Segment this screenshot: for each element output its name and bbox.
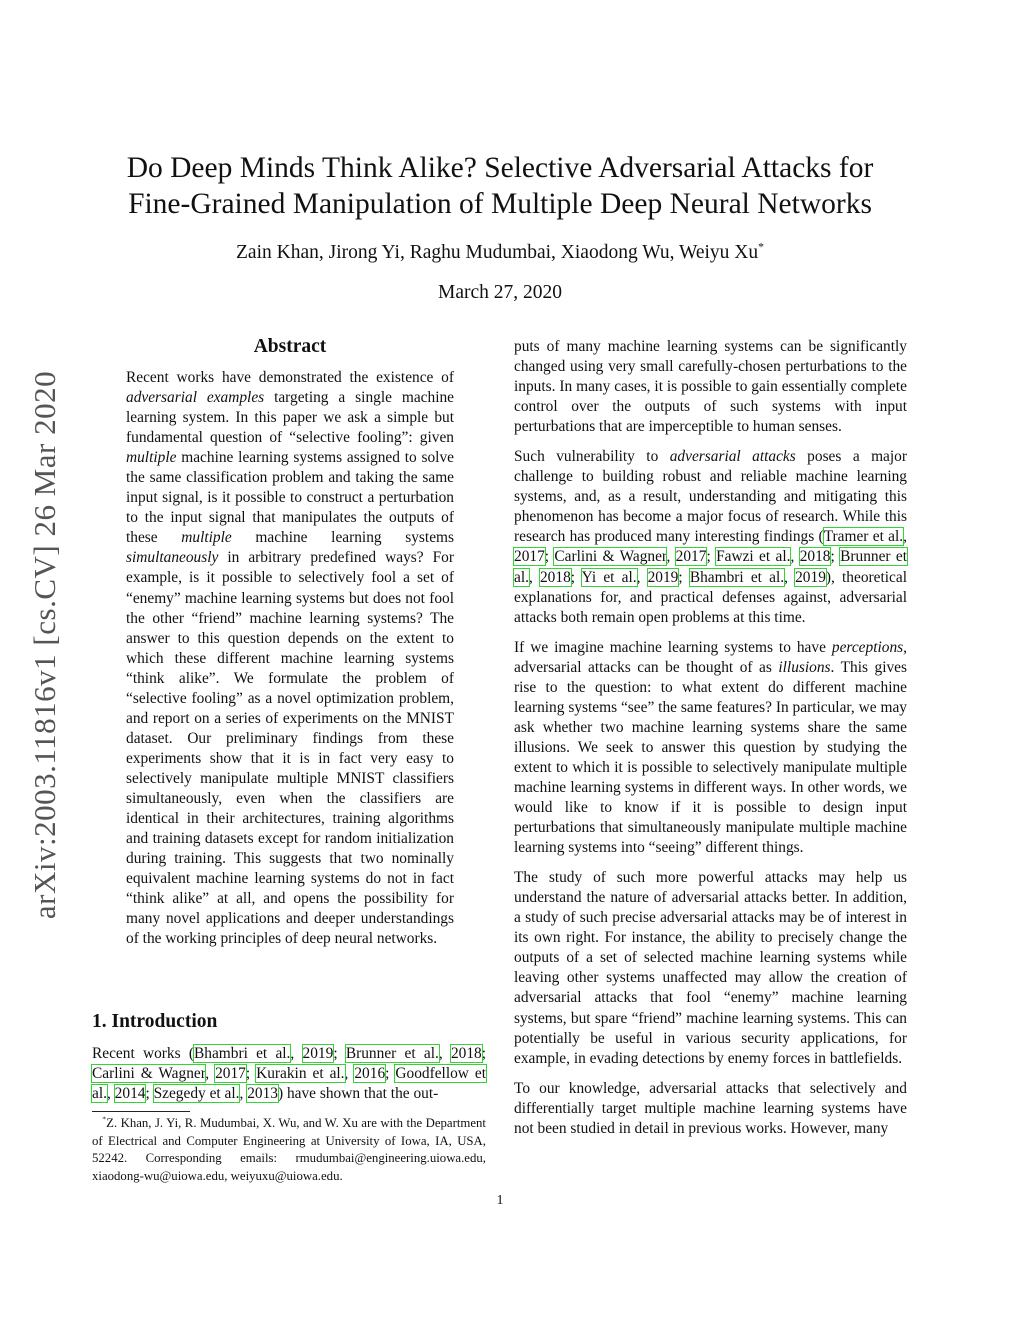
citation-link[interactable]: 2017 xyxy=(675,548,707,566)
arxiv-stamp xyxy=(20,350,70,940)
citation-link[interactable]: 2019 xyxy=(647,568,679,586)
citation-link[interactable]: Kurakin et al. xyxy=(256,1065,345,1083)
body-paragraph: To our knowledge, adversarial attacks that selectively and differentially target multiple machine learning systems have not been studied in detail in previous works. However, many xyxy=(514,1079,907,1137)
intro-paragraph: Recent works (Bhambri et al., 2019; Brunner et al., 2018; Carlini & Wagner, 2017; Kurakin et al., 2016; Goodfellow et al., 2014; Szegedy et al., 2013) have shown that the out- xyxy=(92,1045,487,1103)
body-paragraph: The study of such more powerful attacks may help us understand the nature of adversarial attacks better. In addition, a study of such precise adversarial attacks may be of interest in its own right. For instance, the ability to precisely change the outputs of a set of selected machine learning systems while leaving other systems unaffected may allow the creation of adversarial attacks that fool “enemy” machine learning systems, but spare “friend” machine learning systems. This can potentially be useful in various security applications, for example, in evading detections by enemy forces in battlefields. xyxy=(514,869,907,1067)
citation-link[interactable]: Bhambri et al. xyxy=(193,1045,291,1062)
abstract-text: Recent works have demonstrated the existence of adversarial examples targeting a single machine learning system. In this paper we ask a simple but fundamental question of “selective fooling”: given multiple machine learning systems assigned to solve the same classification problem and taking the same input signal, is it possible to construct a perturbation to the input signal that manipulates the outputs of these multiple machine learning systems simultaneously in arbitrary predefined ways? For example, is it possible to selectively fool a set of “enemy” machine learning systems but does not fool the other “friend” machine learning systems? The answer to this question depends on the extent to which these different machine learning systems “think alike”. We formulate the problem of “selective fooling” as a novel optimization problem, and report on a series of experiments on the MNIST dataset. Our preliminary findings from these experiments show that it is in fact very easy to selectively manipulate multiple MNIST classifiers simultaneously, even when the classifiers are identical in their architectures, training algorithms and training datasets except for random initialization during training. This suggests that two nominally equivalent machine learning systems do not in fact “think alike” at all, and opens the possibility for many novel applications and deeper understandings of the working principles of deep neural networks. xyxy=(126,369,454,948)
citation-link[interactable]: 2018 xyxy=(450,1045,482,1062)
author-footnote-mark: * xyxy=(758,240,764,254)
citation-link[interactable]: 2019 xyxy=(795,568,826,586)
citation-link[interactable]: 2013 xyxy=(247,1085,278,1103)
citation-link[interactable]: Yi et al. xyxy=(581,568,637,586)
footnote-text: Z. Khan, J. Yi, R. Mudumbai, X. Wu, and W. Xu are with the Department of Electrical and Computer Engineering at University of Iowa, IA, USA, 52242. Corresponding emails: rmudumbai@engineering.uiowa.edu, xiaodong-wu@uiowa.edu, weiyuxu@uiowa.edu. xyxy=(92,1116,486,1184)
paper-date: March 27, 2020 xyxy=(437,282,563,303)
title-line-1: Do Deep Minds Think Alike? Selective Adversarial Attacks for xyxy=(126,152,874,184)
footnote-divider xyxy=(92,1111,190,1112)
citation-link[interactable]: Tramer et al. xyxy=(823,528,904,546)
citation-link[interactable]: Brunner et al. xyxy=(345,1045,439,1062)
citation-link[interactable]: 2016 xyxy=(354,1065,386,1083)
citation-link[interactable]: 2014 xyxy=(114,1085,146,1103)
citation-link[interactable]: Goodfellow et al. xyxy=(92,1065,486,1103)
footnote-mark: * xyxy=(102,1114,107,1124)
author-list xyxy=(100,242,900,264)
body-paragraph: Such vulnerability to adversarial attacks poses a major challenge to building robust and reliable machine learning systems, and, as a result, understanding and mitigating this phenomenon has become a major focus of research. While this research has produced many interesting findings (Tramer et al., 2017; Carlini & Wagner, 2017; Fawzi et al., 2018; Brunner et al., 2018; Yi et al., 2019; Bhambri et al., 2019), theoretical explanations for, and practical defenses against, adversarial attacks both remain open problems at this time. xyxy=(514,448,908,626)
citation-link[interactable]: Fawzi et al. xyxy=(716,548,791,566)
footnote xyxy=(92,1115,486,1186)
abstract-heading: Abstract xyxy=(253,336,327,357)
paper-title xyxy=(100,150,900,222)
section-heading-introduction: 1. Introduction xyxy=(92,1011,218,1032)
right-column xyxy=(514,337,907,1149)
title-line-2: Fine-Grained Manipulation of Multiple Deep Neural Networks xyxy=(128,188,872,220)
citation-link[interactable]: Carlini & Wagner xyxy=(554,548,667,566)
citation-link[interactable]: Carlini & Wagner xyxy=(92,1065,206,1083)
body-paragraph: puts of many machine learning systems can be significantly changed using very small carefully-chosen perturbations to the inputs. In many cases, it is possible to gain essentially complete control over the outputs of such systems with input perturbations that are imperceptible to human senses. xyxy=(514,338,907,436)
citation-link[interactable]: 2017 xyxy=(514,548,545,566)
citation-link[interactable]: Szegedy et al. xyxy=(153,1085,240,1103)
citation-link[interactable]: Bhambri et al. xyxy=(689,568,785,586)
author-names: Zain Khan, Jirong Yi, Raghu Mudumbai, Xiaodong Wu, Weiyu Xu xyxy=(236,242,759,263)
citation-link[interactable]: Brunner et al. xyxy=(514,548,908,586)
arxiv-id: arXiv:2003.11816v1 [cs.CV] 26 Mar 2020 xyxy=(27,370,62,920)
page-number: 1 xyxy=(496,1193,504,1208)
body-paragraph: If we imagine machine learning systems to have perceptions, adversarial attacks can be thought of as illusions. This gives rise to the question: to what extent do different machine learning systems “see” the same features? In particular, we may ask whether two machine learning systems share the same illusions. We seek to answer this question by studying the extent to which it is possible to selectively manipulate multiple machine learning systems in different ways. In other words, we would like to know if it is possible to design input perturbations that simultaneously manipulate multiple machine learning systems into “seeing” different things. xyxy=(514,638,907,857)
citation-link[interactable]: 2019 xyxy=(302,1045,334,1062)
citation-link[interactable]: 2017 xyxy=(215,1065,246,1083)
citation-link[interactable]: 2018 xyxy=(799,548,831,566)
citation-link[interactable]: 2018 xyxy=(539,568,571,586)
